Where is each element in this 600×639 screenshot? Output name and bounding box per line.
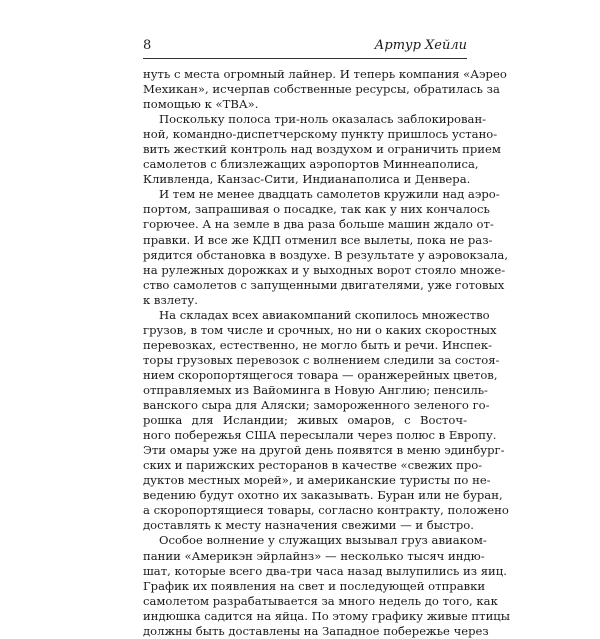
text-line: Мехикан», исчерпав собственные ресурсы, обратилась за: [143, 82, 500, 97]
text-line: ванского сыра для Аляски; замороженного зеленого го-: [143, 398, 490, 413]
text-line: дуктов местных морей», и американские туристы по не-: [143, 473, 491, 488]
text-line: рошка для Исландии; живых омаров, с Восточ-: [143, 413, 467, 428]
text-line: И тем не менее двадцать самолетов кружили над аэро-: [159, 187, 500, 202]
text-line: отправляемых из Вайоминга в Новую Англию; пенсиль-: [143, 382, 488, 397]
text-line: индюшка садится на яйца. По этому графику живые птицы: [143, 608, 510, 623]
text-line: а скоропортящиеся товары, согласно контракту, положено: [143, 503, 509, 518]
text-line: доставлять к месту назначения свежими — и быстро.: [143, 518, 474, 533]
text-line: ной, командно-диспетчерскому пункту пришлось устано-: [143, 127, 498, 142]
text-line: Особое волнение у служащих вызывал груз авиаком-: [159, 533, 487, 548]
body-text: [143, 67, 510, 639]
text-line: Эти омары уже на другой день появятся в меню эдинбург-: [143, 443, 505, 458]
text-line: на рулежных дорожках и у выходных ворот стояло множе-: [143, 262, 506, 277]
text-line: ного побережья США пересылали через полюс в Европу.: [143, 428, 497, 443]
text-line: График их появления на свет и последующей отправки: [143, 578, 486, 593]
text-line: правки. И все же КДП отменил все вылеты, пока не раз-: [143, 232, 493, 247]
text-line: к взлету.: [143, 292, 198, 307]
text-line: рядится обстановка в воздухе. В результате у аэровокзала,: [143, 247, 508, 262]
page-number: 8: [143, 38, 152, 53]
text-line: торы грузовых перевозок с волнением следили за состоя-: [143, 352, 500, 367]
text-line: нуть с места огромный лайнер. И теперь компания «Аэрео: [143, 67, 507, 81]
text-line: горючее. А на земле в два раза больше машин ждало от-: [143, 217, 494, 232]
text-line: ведению будут охотно их заказывать. Буран или не буран,: [143, 488, 503, 503]
text-line: Поскольку полоса три-ноль оказалась заблокирован-: [159, 112, 487, 127]
text-line: самолетом разрабатывается за много недель до того, как: [143, 593, 498, 608]
text-line: ских и парижских ресторанов в качестве «свежих про-: [143, 458, 483, 473]
text-line: портом, запрашивая о посадке, так как у них кончалось: [143, 202, 490, 217]
text-line: ство самолетов с запущенными двигателями, уже готовых: [143, 277, 505, 292]
text-line: Кливленда, Канзас-Сити, Индианаполиса и Денвера.: [143, 172, 471, 187]
text-line: На складах всех авиакомпаний скопилось множество: [159, 307, 490, 322]
text-line: перевозках, естественно, не могло быть и речи. Инспек-: [143, 337, 493, 352]
text-line: помощью к «ТВА».: [143, 97, 259, 112]
text-line: шат, которые всего два-три часа назад вылупились из яиц.: [143, 563, 507, 578]
text-line: грузов, в том числе и срочных, но ни о каких скоростных: [143, 322, 497, 337]
running-title: Артур Хейли: [374, 38, 467, 53]
text-line: пании «Америкэн эйрлайнз» — несколько тысяч индю-: [143, 548, 485, 563]
page-header: [143, 38, 467, 58]
header-rule: [143, 58, 467, 59]
text-line: нием скоропортящегося товара — оранжерейных цветов,: [143, 367, 498, 382]
text-line: самолетов с близлежащих аэропортов Миннеаполиса,: [143, 157, 479, 172]
text-line: вить жесткий контроль над воздухом и ограничить прием: [143, 142, 501, 157]
text-line: должны быть доставлены на Западное побережье через: [143, 623, 489, 638]
